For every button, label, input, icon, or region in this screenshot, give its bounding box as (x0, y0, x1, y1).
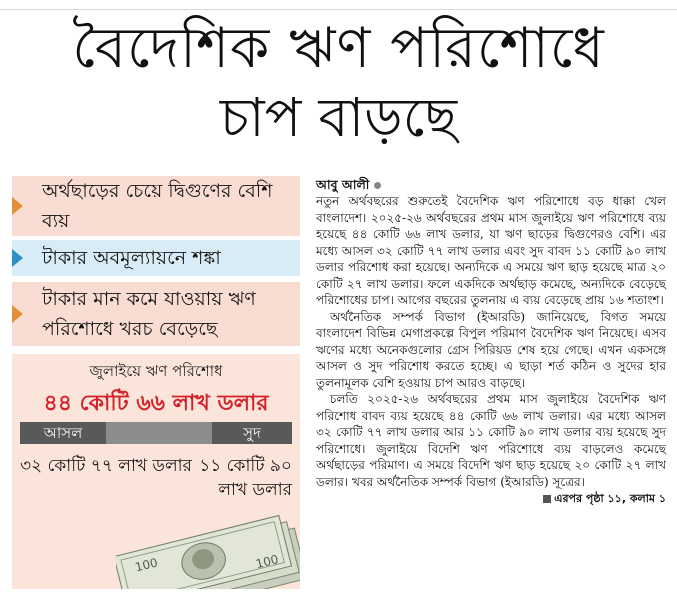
continued-note: এরপর পৃষ্ঠা ১১, কলাম ১ (543, 491, 666, 508)
interest-value: ১১ কোটি ৯০ লাখ ডলার (199, 456, 292, 500)
sidebar-graphic (12, 176, 300, 589)
highlight-point-2 (12, 240, 300, 276)
headline-line-2: চাপ বাড়ছে (219, 86, 458, 149)
banknotes-illustration (116, 502, 300, 589)
svg-text:100: 100 (133, 555, 160, 575)
split-bar (20, 422, 292, 444)
article-paragraph-3: চলতি ২০২৫-২৬ অর্থবছরের প্রথম মাস জুলাইয়ে বৈদেশিক ঋণ পরিশোধ বাবদ ব্যয় হয়েছে ৪৪ কোটি ৬৬ লাখ ডলার। এর মধ্যে আসল ৩২ কোটি ৭৭ লাখ ডলার আর ১১ কোটি ৯০ লাখ ডলার ব্যয় হয়েছে সুদ পরিশোধে। জুলাইয়ে বিদেশি ঋণ পরিশোধে ব্যয় বাড়লেও কমেছে অর্থছাড়ের পরিমাণ। এ সময়ে বিদেশি ঋণ ছাড় হয়েছে ২০ কোটি ২৭ লাখ ডলার। খবর অর্থনৈতিক সম্পর্ক বিভাগ (ইআরডি) সূত্রের। (316, 392, 666, 489)
highlight-text-2: টাকার অবমূল্যায়নে শঙ্কা (42, 247, 221, 269)
stat-total: ৪৪ কোটি ৬৬ লাখ ডলার (43, 391, 269, 416)
article-paragraph-2: অর্থনৈতিক সম্পর্ক বিভাগ (ইআরডি) জানিয়েছে, বিগত সময়ে বাংলাদেশ বিভিন্ন মেগাপ্রকল্পে বিপুল পরিমাণ বৈদেশিক ঋণ নিয়েছে। এসব ঋণের মধ্যে অনেকগুলোর গ্রেস পিরিয়ড শেষ হয়ে গেছে। এখন একসঙ্গে আসল ও সুদ পরিশোধ করতে হচ্ছে। এ ছাড়া শর্ত কঠিন ও সুদের হার তুলনামূলক বেশি হওয়ায় চাপ আরও বাড়ছে। (316, 309, 666, 390)
highlight-text-3: টাকার মান কমে যাওয়ায় ঋণ পরিশোধে খরচ বেড়েছে (42, 288, 256, 340)
svg-text:100: 100 (254, 552, 280, 572)
headline-line-1: বৈদেশিক ঋণ পরিশোধে (72, 16, 605, 81)
highlight-point-1 (12, 176, 300, 236)
highlight-point-3 (12, 282, 300, 346)
highlight-text-1: অর্থছাড়ের চেয়ে দ্বিগুণের বেশি ব্যয় (42, 180, 273, 232)
byline-dot-icon (374, 182, 381, 189)
headline (0, 14, 677, 152)
article-body (316, 176, 666, 508)
principal-label: আসল (20, 422, 106, 444)
repayment-stat-box (12, 354, 300, 589)
byline: আবু আলী (316, 176, 666, 193)
stat-label: জুলাইয়ে ঋণ পরিশোধ (89, 362, 223, 380)
interest-label: সুদ (212, 422, 292, 444)
article-paragraph-1: নতুন অর্থবছরের শুরুতেই বৈদেশিক ঋণ পরিশোধে বড় ধাক্কা খেল বাংলাদেশ। ২০২৫-২৬ অর্থবছরের প্রথম মাস জুলাইয়ে ঋণ পরিশোধে ব্যয় হয়েছে ৪৪ কোটি ৬৬ লাখ ডলার, যা ঋণ ছাড়ের দ্বিগুণেরও বেশি। এর মধ্যে আসল ৩২ কোটি ৭৭ লাখ ডলার এবং সুদ বাবদ ১১ কোটি ৯০ লাখ ডলার পরিশোধ করা হয়েছে। অন্যদিকে এ সময়ে ঋণ ছাড় হয়েছে মাত্র ২০ কোটি ২৭ লাখ ডলার। ফলে একদিকে অর্থছাড় কমেছে, অন্যদিকে বেড়েছে পরিশোধের চাপ। আগের বছরের তুলনায় এ ব্যয় বেড়েছে প্রায় ১৬ শতাংশ। (316, 194, 666, 307)
top-strip (0, 0, 677, 10)
principal-value: ৩২ কোটি ৭৭ লাখ ডলার (20, 456, 192, 476)
square-bullet-icon (543, 495, 551, 503)
